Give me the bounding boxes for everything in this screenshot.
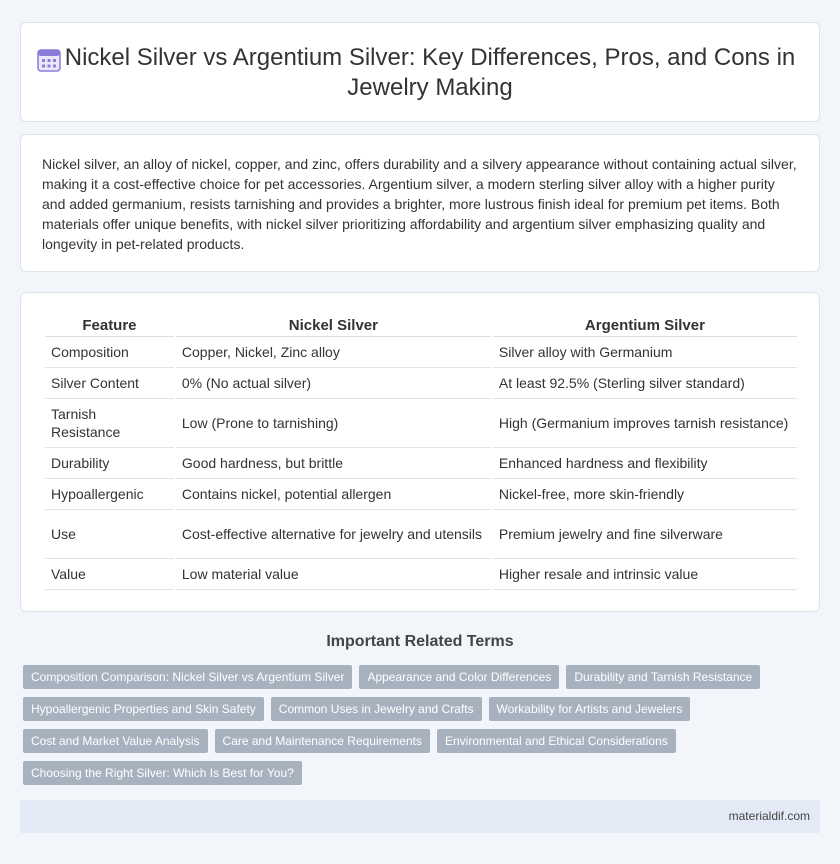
- table-row: [45, 510, 797, 559]
- table-cell: Good hardness, but brittle: [176, 448, 491, 479]
- table-cell: Copper, Nickel, Zinc alloy: [176, 337, 491, 368]
- related-term-tag[interactable]: Cost and Market Value Analysis: [23, 729, 208, 753]
- table-cell: Hypoallergenic: [45, 479, 174, 510]
- related-term-tag[interactable]: Hypoallergenic Properties and Skin Safety: [23, 697, 264, 721]
- table-cell: Silver alloy with Germanium: [493, 337, 797, 368]
- table-cell: Silver Content: [45, 368, 174, 399]
- related-term-tag[interactable]: Care and Maintenance Requirements: [215, 729, 430, 753]
- table-cell: Contains nickel, potential allergen: [176, 479, 491, 510]
- related-term-tag[interactable]: Common Uses in Jewelry and Crafts: [271, 697, 482, 721]
- table-row: [45, 448, 797, 479]
- table-cell: Use: [45, 510, 174, 559]
- table-cell: Low (Prone to tarnishing): [176, 399, 491, 448]
- table-cell: At least 92.5% (Sterling silver standard): [493, 368, 797, 399]
- header-card: [20, 22, 820, 122]
- column-header-nickel-silver: Nickel Silver: [176, 316, 491, 337]
- table-row: [45, 479, 797, 510]
- page-title: Nickel Silver vs Argentium Silver: Key Differences, Pros, and Cons in Jewelry Making: [64, 44, 796, 101]
- table-row: [45, 337, 797, 368]
- column-header-feature: Feature: [45, 316, 174, 337]
- related-term-tag[interactable]: Composition Comparison: Nickel Silver vs Argentium Silver: [23, 665, 352, 689]
- table-row: [45, 368, 797, 399]
- intro-card: [20, 134, 820, 272]
- table-cell: Cost-effective alternative for jewelry and utensils: [176, 510, 491, 559]
- related-term-tag[interactable]: Choosing the Right Silver: Which Is Best for You?: [23, 761, 302, 785]
- table-row: [45, 399, 797, 448]
- comparison-table-card: [20, 292, 820, 612]
- table-cell: Low material value: [176, 559, 491, 590]
- table-cell: Enhanced hardness and flexibility: [493, 448, 797, 479]
- table-cell: Nickel-free, more skin-friendly: [493, 479, 797, 510]
- related-term-tag[interactable]: Durability and Tarnish Resistance: [566, 665, 760, 689]
- table-cell: Composition: [45, 337, 174, 368]
- related-term-tag[interactable]: Appearance and Color Differences: [359, 665, 559, 689]
- calendar-grid-icon: [36, 47, 62, 73]
- column-header-argentium-silver: Argentium Silver: [493, 316, 797, 337]
- table-header-row: [45, 316, 797, 337]
- table-cell: Value: [45, 559, 174, 590]
- related-term-tag[interactable]: Workability for Artists and Jewelers: [489, 697, 691, 721]
- related-terms-list: [23, 665, 783, 785]
- table-cell: 0% (No actual silver): [176, 368, 491, 399]
- table-cell: Tarnish Resistance: [45, 399, 174, 448]
- related-terms-title: Important Related Terms: [326, 633, 514, 650]
- related-term-tag[interactable]: Environmental and Ethical Considerations: [437, 729, 676, 753]
- table-cell: Higher resale and intrinsic value: [493, 559, 797, 590]
- table-cell: Premium jewelry and fine silverware: [493, 510, 797, 559]
- intro-paragraph: Nickel silver, an alloy of nickel, copper, and zinc, offers durability and a silvery appearance without containing actual silver, making it a cost-effective choice for pet accessories. Argentium silver, a modern sterling silver alloy with a higher purity and added germanium, resists tarnishing and provides a brighter, more lustrous finish ideal for premium pet items. Both materials offer unique benefits, with nickel silver prioritizing affordability and argentium silver emphasizing quality and longevity in pet-related products.: [42, 156, 797, 252]
- footer: [20, 800, 820, 833]
- comparison-table: [43, 316, 799, 590]
- table-cell: Durability: [45, 448, 174, 479]
- table-row: [45, 559, 797, 590]
- site-name[interactable]: materialdif.com: [728, 809, 810, 823]
- table-cell: High (Germanium improves tarnish resistance): [493, 399, 797, 448]
